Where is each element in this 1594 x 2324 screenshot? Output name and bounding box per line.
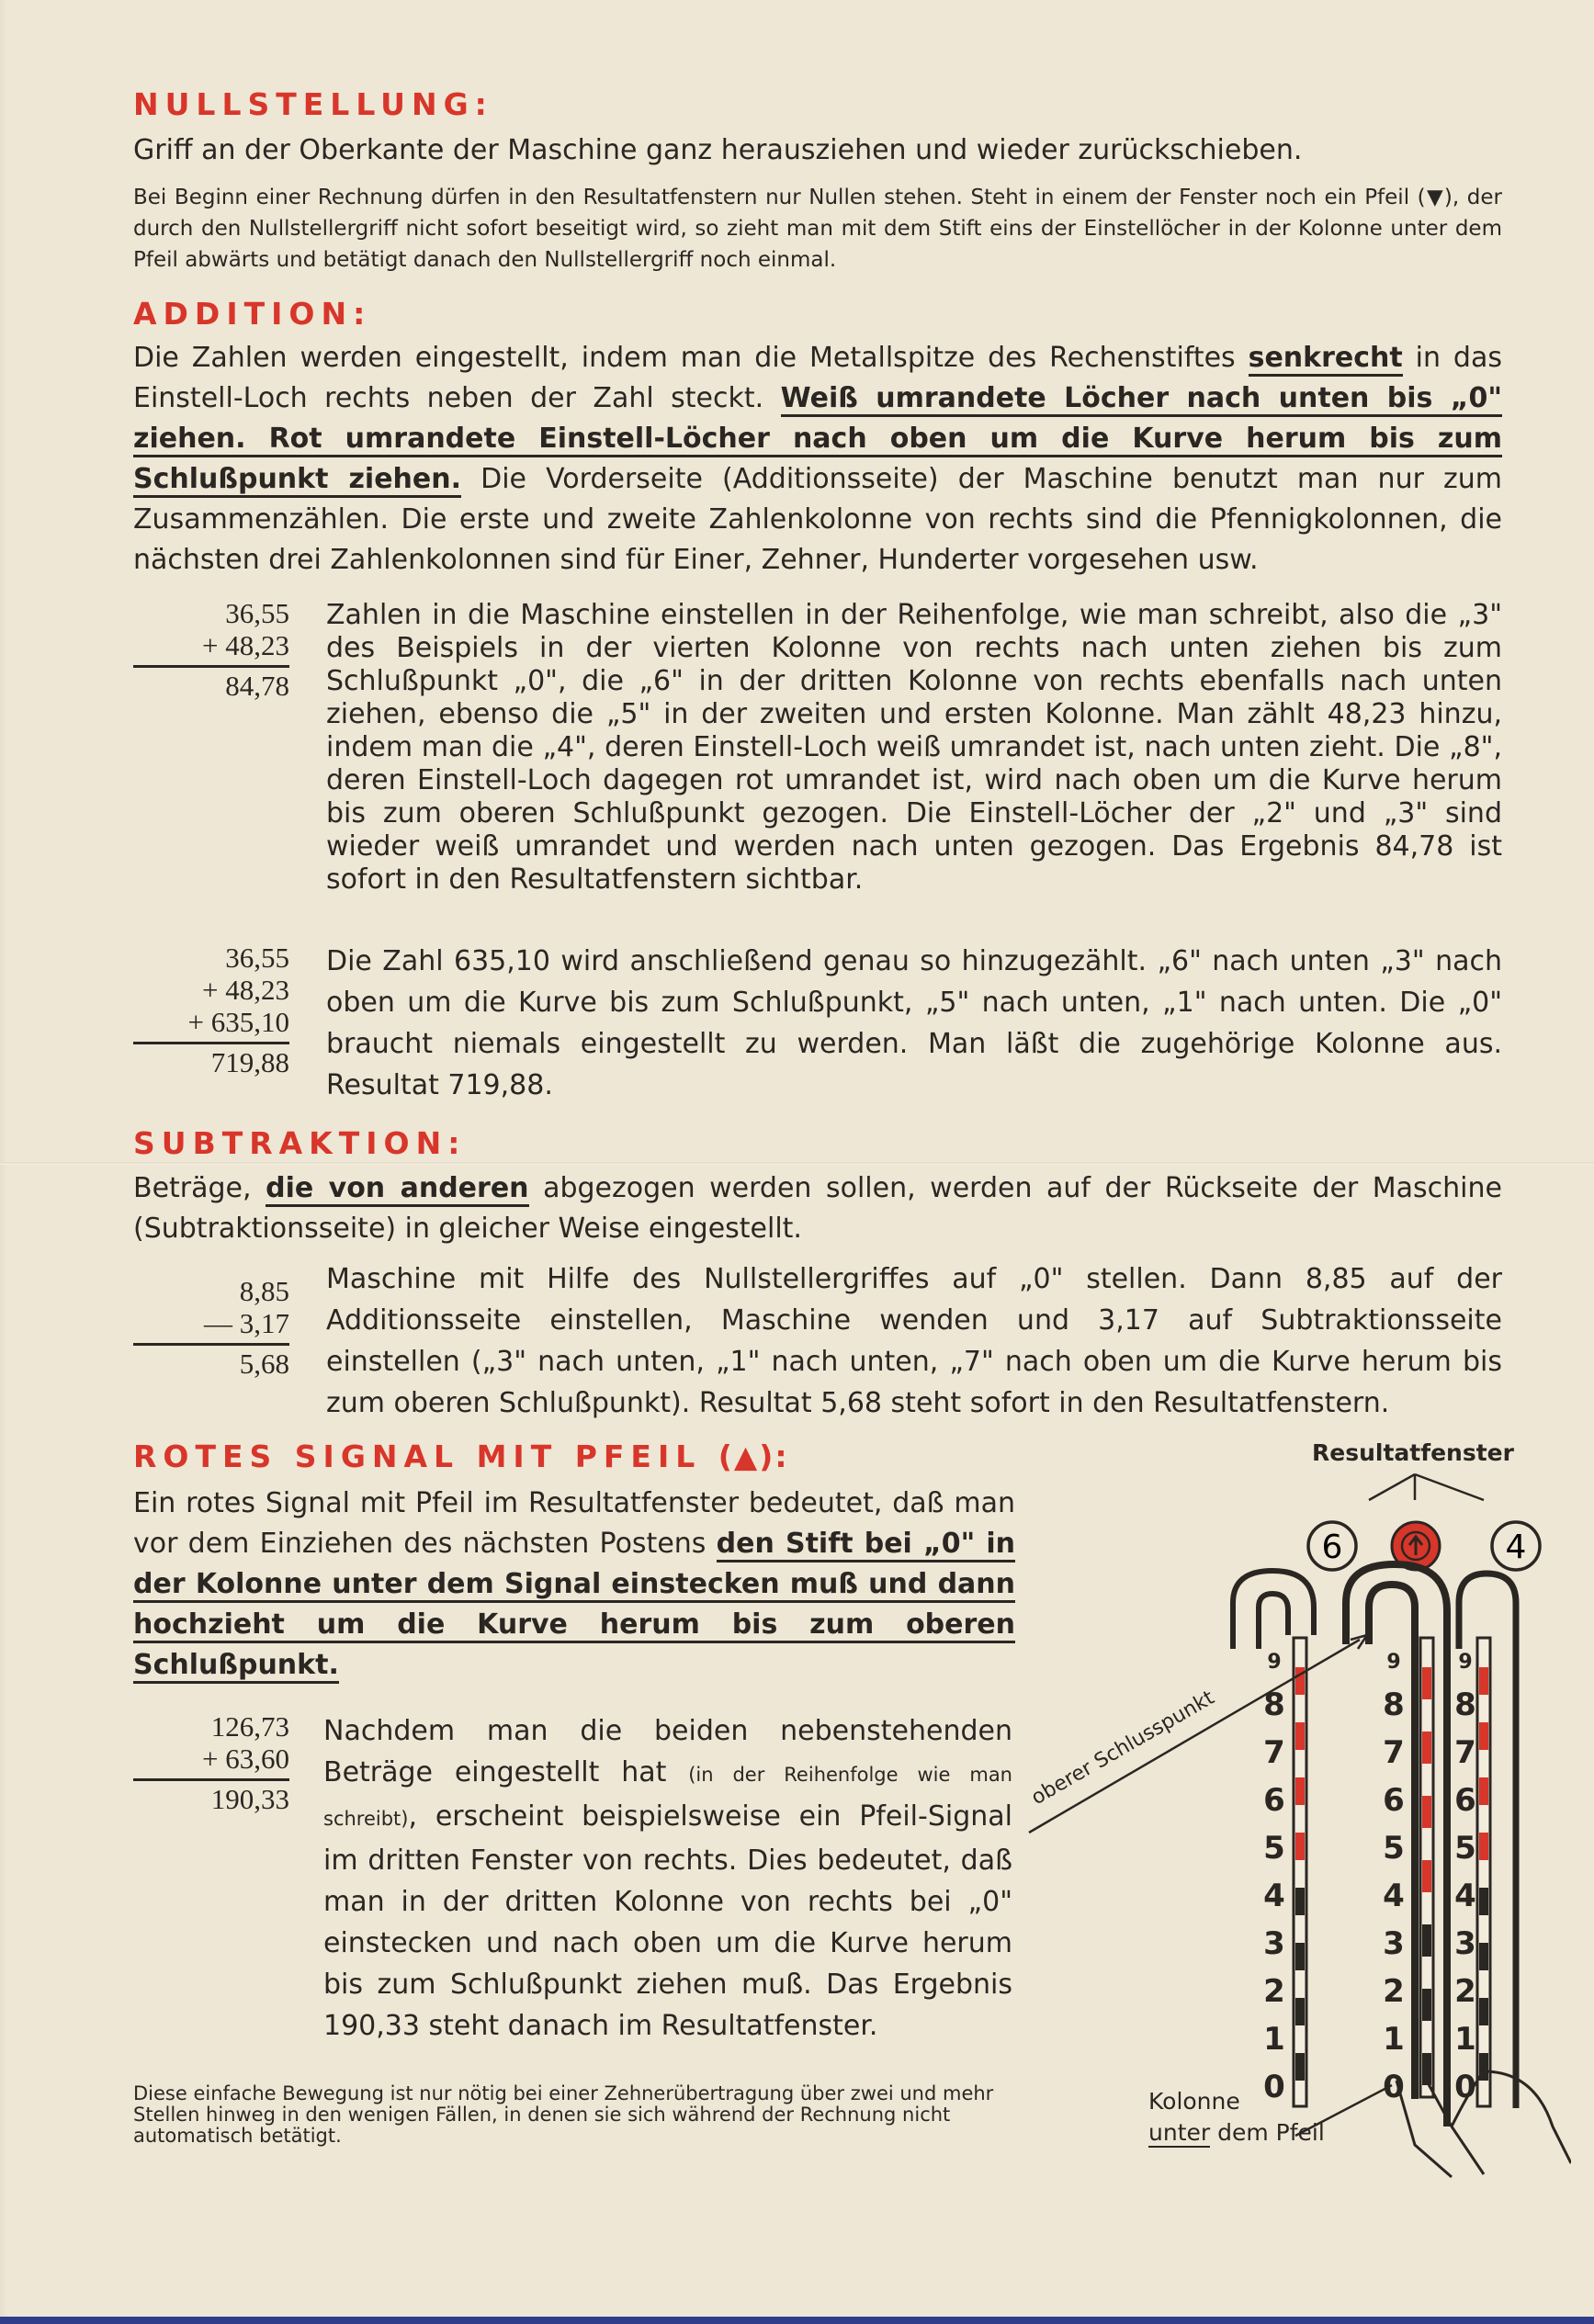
arrow-up-icon: (▲):	[718, 1438, 789, 1474]
column-label-line1: Kolonne	[1148, 2088, 1240, 2115]
calc-line: 126,73	[210, 1710, 289, 1743]
calc-line: + 48,23	[202, 629, 289, 661]
column-digit: 5	[1263, 1830, 1285, 1867]
addition-senkrecht: senkrecht	[1249, 342, 1403, 377]
column-digit: 8	[1454, 1687, 1476, 1723]
heading-rotes-signal-text: ROTES SIGNAL MIT PFEIL	[133, 1438, 702, 1474]
heading-rotes-signal	[133, 1438, 789, 1474]
calc-line: + 48,23	[202, 974, 289, 1006]
column-digit: 4	[1383, 1878, 1405, 1914]
stripe-left	[1294, 1638, 1306, 2106]
nullstellung-note: Bei Beginn einer Rechnung dürfen in den Resultatfenstern nur Nullen stehen. Steht in einem der Fenster noch ein Pfeil (▼), der durch den Nullstellergriff nicht sofort beseitigt wird, so zieht man mit dem Stift eins der Einstellöcher in der Kolonne unter dem Pfeil abwärts und betätigt danach den Nullstellergriff noch einmal.	[133, 186, 1502, 272]
calc-line: 36,55	[225, 942, 289, 974]
addition-intro-a: Die Zahlen werden eingestellt, indem man die Metallspitze des Rechenstiftes	[133, 342, 1236, 374]
addition-rule: Weiß umrandete Löcher nach unten bis „0" ziehen. Rot umrandete Einstell-Löcher nach oben um die Kurve herum bis zum Schlußpunkt ziehen.	[133, 382, 1502, 498]
stripe-right	[1477, 1638, 1490, 2106]
column-label-unter: unter	[1148, 2119, 1211, 2146]
addition-intro	[133, 338, 1502, 581]
result-window-right	[1492, 1522, 1540, 1570]
column-digit: 5	[1454, 1830, 1476, 1867]
column-digit: 3	[1383, 1925, 1405, 1962]
column-digit: 6	[1454, 1782, 1476, 1819]
calc-result: 84,78	[225, 670, 289, 702]
paper-fold	[0, 1162, 1594, 1165]
calc-line: + 635,10	[187, 1006, 289, 1038]
digits-center	[1380, 1644, 1407, 2111]
column-digit: 1	[1454, 2021, 1476, 2058]
column-digit: 9	[1386, 1651, 1401, 1674]
result-window-left	[1308, 1522, 1356, 1570]
calc-rule	[133, 1343, 289, 1346]
subtraktion-example	[133, 1275, 289, 1380]
column-digit: 1	[1383, 2021, 1405, 2058]
column-digit: 0	[1454, 2069, 1476, 2105]
column-digit: 5	[1383, 1830, 1405, 1867]
addition-explanation-1: Zahlen in die Maschine einstellen in der Reihenfolge, wie man schreibt, also die „3" des Beispiels in der vierten Kolonne von rechts nach unten ziehen bis zum Schlußpunkt „0", die „6" in der dritten Kolonne von rechts ebenfalls nach unten ziehen, ebenso die „5" in der zweiten und ersten Kolonne. Man zählt 48,23 hinzu, indem man die „4", deren Einstell-Loch weiß umrandet ist, nach unten zieht. Die „8", deren Einstell-Loch dagegen rot umrandet ist, wird nach oben um die Kurve herum bis zum oberen Schlußpunkt gezogen. Die Einstell-Löcher der „2" und „3" sind wieder weiß umrandet und werden nach unten gezogen. Das Ergebnis 84,78 ist sofort in den Resultatfenstern sichtbar.	[326, 599, 1502, 896]
adder-diagram-drawing	[1020, 1428, 1571, 2182]
calc-result: 190,33	[210, 1783, 289, 1815]
column-digit: 4	[1263, 1878, 1285, 1914]
bottom-edge	[0, 2317, 1594, 2324]
nullstellung-instruction: Griff an der Oberkante der Maschine ganz herausziehen und wieder zurückschieben.	[133, 134, 1303, 166]
subtraktion-intro-a: Beträge,	[133, 1172, 252, 1204]
column-digit: 2	[1454, 1973, 1476, 2010]
subtraktion-intro-c: abgezogen werden sollen, werden auf der Rückseite der Maschine (Subtraktionsseite) in gleicher Weise eingestellt.	[133, 1172, 1502, 1245]
addition-example-1	[133, 597, 289, 702]
subtraktion-explanation: Maschine mit Hilfe des Nullstellergriffes auf „0" stellen. Dann 8,85 auf der Additionsseite einstellen, Maschine wenden und 3,17 auf Subtraktionsseite einstellen („3" nach unten, „1" nach unten, „7" nach oben um die Kurve herum bis zum oberen Schlußpunkt). Resultat 5,68 steht sofort in den Resultatfenstern.	[326, 1263, 1502, 1419]
signal-instruction: den Stift bei „0" in der Kolonne unter dem Signal einstecken muß und dann hochzieht um die Kurve herum bis zum oberen Schlußpunkt.	[133, 1528, 1015, 1684]
window-left-digit: 6	[1321, 1529, 1343, 1566]
calc-rule	[133, 1778, 289, 1781]
column-digit: 1	[1263, 2021, 1285, 2058]
column-label-line2	[1148, 2119, 1325, 2146]
column-digit: 2	[1383, 1973, 1405, 2010]
diagram-title: Resultatfenster	[1312, 1439, 1514, 1466]
signal-expl-small: (in der Reihenfolge wie man schreibt)	[323, 1764, 1012, 1830]
column-digit: 6	[1263, 1782, 1285, 1819]
column-digit: 7	[1454, 1734, 1476, 1771]
calc-result: 719,88	[210, 1046, 289, 1078]
addition-explanation-2: Die Zahl 635,10 wird anschließend genau so hinzugezählt. „6" nach unten „3" nach oben um die Kurve bis zum Schlußpunkt, „5" nach unten, „1" nach unten. Die „0" braucht niemals eingestellt zu werden. Man läßt die zugehörige Kolonne aus. Resultat 719,88.	[326, 945, 1502, 1101]
subtraktion-underlined: die von anderen	[266, 1172, 528, 1207]
column-digit: 3	[1263, 1925, 1285, 1962]
subtraktion-intro	[133, 1168, 1502, 1249]
digits-left	[1261, 1644, 1288, 2111]
column-label-rest: dem Pfeil	[1217, 2119, 1325, 2146]
signal-footnote: Diese einfache Bewegung ist nur nötig bei einer Zehnerübertragung über zwei und mehr Stellen hinweg in den wenigen Fällen, in denen sie sich während der Rechnung nicht automatisch betätigt.	[133, 2082, 994, 2147]
column-digit: 3	[1454, 1925, 1476, 1962]
column-digit: 4	[1454, 1878, 1476, 1914]
column-digit: 2	[1263, 1973, 1285, 2010]
calc-rule	[133, 1042, 289, 1044]
column-digit: 8	[1383, 1687, 1405, 1723]
addition-intro-c: in das Einstell-Loch rechts neben der Zahl steckt.	[133, 342, 1502, 414]
window-right-digit: 4	[1505, 1529, 1527, 1566]
signal-intro	[133, 1484, 1015, 1686]
calc-result: 5,68	[239, 1348, 289, 1380]
signal-expl-a: Nachdem man die beiden nebenstehenden Beträge eingestellt hat	[323, 1715, 1012, 1788]
calc-line: — 3,17	[204, 1307, 289, 1339]
column-digit: 0	[1263, 2069, 1285, 2105]
calc-rule	[133, 665, 289, 668]
calc-line: 36,55	[225, 597, 289, 629]
signal-explanation	[323, 1710, 1012, 2047]
heading-subtraktion: SUBTRAKTION:	[133, 1125, 467, 1161]
column-digit: 6	[1383, 1782, 1405, 1819]
heading-addition: ADDITION:	[133, 296, 372, 332]
addition-example-2	[133, 942, 289, 1078]
heading-nullstellung: NULLSTELLUNG:	[133, 86, 493, 122]
signal-example	[133, 1710, 289, 1815]
column-digit: 9	[1458, 1651, 1473, 1674]
digits-right	[1452, 1644, 1479, 2111]
stripe-center	[1420, 1638, 1433, 2097]
column-digit: 7	[1263, 1734, 1285, 1771]
signal-expl-b: , erscheint beispielsweise ein Pfeil-Signal im dritten Fenster von rechts. Dies bedeutet, daß man in der dritten Kolonne von rechts bei „0" einstecken und nach oben um die Kurve herum bis zum Schlußpunkt ziehen muß. Das Ergebnis 190,33 steht danach im Resultatfenster.	[323, 1800, 1012, 2042]
calc-line: + 63,60	[202, 1743, 289, 1775]
adder-diagram	[1020, 1428, 1571, 2182]
pointer-label: oberer Schlusspunkt	[1027, 1686, 1219, 1811]
title-arrows	[1369, 1474, 1484, 1500]
addition-intro-e: Die Vorderseite (Additionsseite) der Maschine benutzt man nur zum Zusammenzählen. Die erste und zweite Zahlenkolonne von rechts sind die Pfennigkolonnen, die nächsten drei Zahlenkolonnen sind für Einer, Zehner, Hunderter vorgesehen usw.	[133, 463, 1502, 576]
column-digit: 0	[1383, 2069, 1405, 2105]
column-digit: 7	[1383, 1734, 1405, 1771]
calc-line: 8,85	[239, 1275, 289, 1307]
column-digit: 8	[1263, 1687, 1285, 1723]
pointer-line	[1029, 1640, 1360, 1833]
column-digit: 9	[1267, 1651, 1282, 1674]
signal-intro-a: Ein rotes Signal mit Pfeil im Resultatfenster bedeutet, daß man vor dem Einziehen des nächsten Postens	[133, 1487, 1015, 1560]
